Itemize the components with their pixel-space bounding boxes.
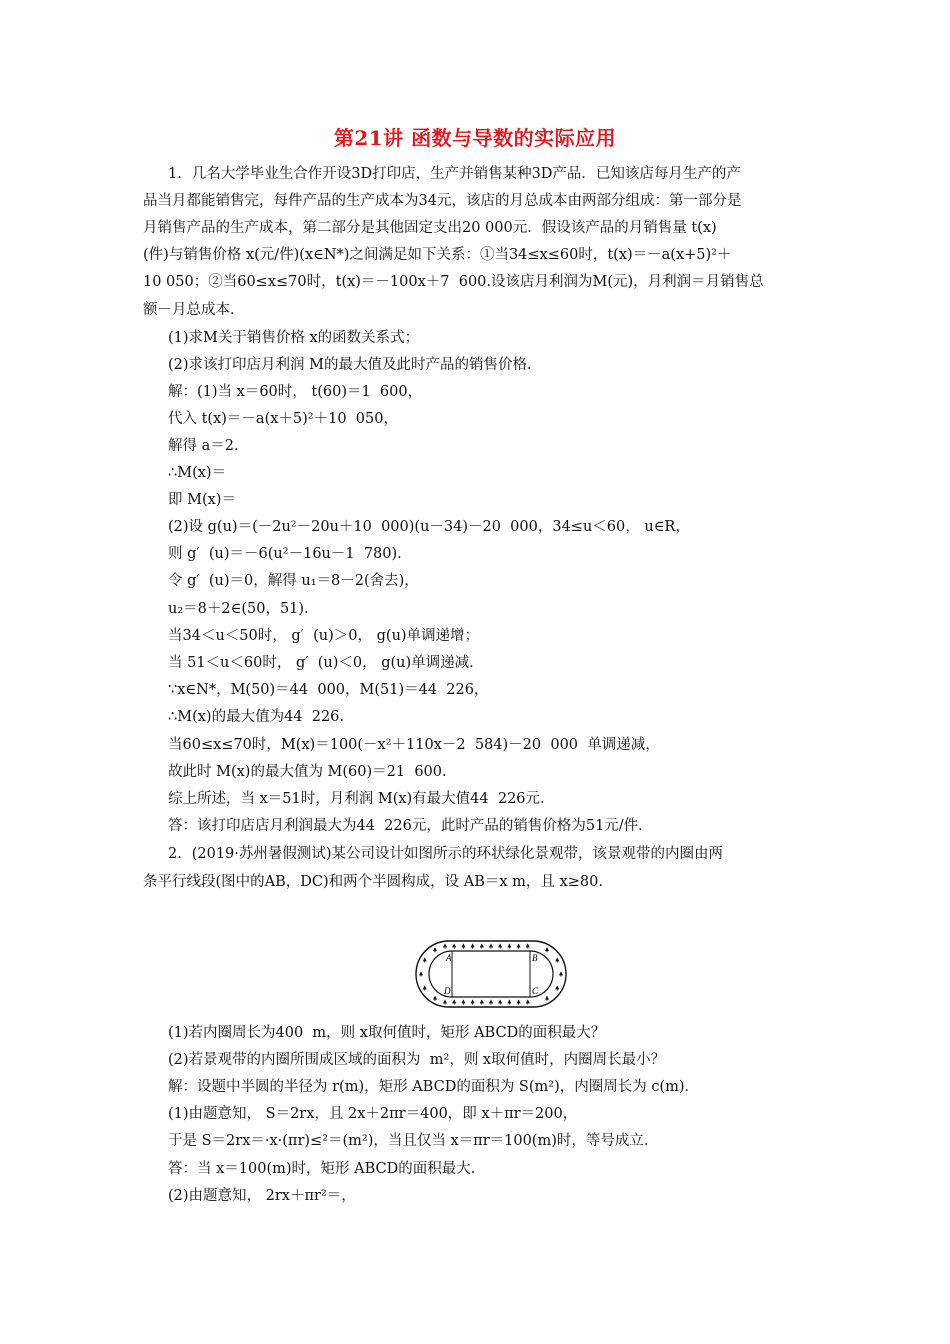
label-a: A — [446, 953, 452, 963]
p2-line-2: 条平行线段(图中的AB，DC)和两个半圆构成，设 AB＝x m，且 x≥80. — [143, 874, 603, 890]
p1-solution-8: 令 g′ (u)＝0，解得 u₁＝8－2(舍去)， — [168, 573, 419, 589]
p1-solution-3: 解得 a＝2. — [168, 438, 239, 454]
p1-solution-1: 解：(1)当 x＝60时， t(60)＝1 600， — [168, 384, 423, 400]
p1-line-1: 1．几名大学毕业生合作开设3D打印店，生产并销售某种3D产品．已知该店每月生产的产 — [168, 166, 741, 182]
p1-line-4: (件)与销售价格 x(元/件)(x∈N*)之间满足如下关系：①当34≤x≤60时，t(x)＝－a(x+5)²＋ — [143, 247, 732, 263]
p1-solution-7: 则 g′ (u)＝－6(u²－16u－1 780)． — [168, 546, 412, 562]
label-b: B — [532, 953, 538, 963]
p1-solution-13: ∴M(x)的最大值为44 226. — [168, 709, 345, 725]
green-belt-figure — [415, 940, 567, 1008]
p1-solution-11: 当 51＜u＜60时， g′ (u)＜0， g(u)单调递减． — [168, 655, 484, 671]
p1-solution-5: 即 M(x)＝ — [168, 492, 236, 508]
p1-line-3: 月销售产品的生产成本，第二部分是其他固定支出20 000元．假设该产品的月销售量 t(x) — [143, 220, 717, 236]
p2-solution-2: (1)由题意知， S＝2rx，且 2x＋2πr＝400，即 x＋πr＝200， — [168, 1106, 578, 1122]
p1-solution-2: 代入 t(x)＝－a(x＋5)²＋10 050， — [168, 411, 398, 427]
p1-solution-9: u₂＝8＋2∈(50，51)． — [168, 601, 319, 617]
p1-solution-4: ∴M(x)＝ — [168, 465, 227, 481]
p1-solution-17: 答：该打印店店月利润最大为44 226元，此时产品的销售价格为51元/件． — [168, 818, 653, 834]
p1-solution-10: 当34＜u＜50时， g′ (u)＞0， g(u)单调递增； — [168, 628, 480, 644]
p2-question-1: (1)若内圈周长为400 m，则 x取何值时，矩形 ABCD的面积最大？ — [168, 1025, 606, 1041]
p1-line-2: 品当月都能销售完，每件产品的生产成本为34元，该店的月总成本由两部分组成：第一部分是 — [143, 193, 742, 209]
p2-solution-3: 于是 S＝2rx＝·x·(πr)≤²＝(m²)，当且仅当 x＝πr＝100(m)时，等号成立． — [168, 1133, 659, 1149]
label-d: D — [444, 986, 451, 996]
p1-solution-16: 综上所述，当 x＝51时，月利润 M(x)有最大值44 226元． — [168, 791, 555, 807]
label-c: C — [532, 986, 539, 996]
page-title: 第21讲 函数与导数的实际应用 — [333, 126, 617, 150]
p1-line-6: 额－月总成本． — [143, 302, 245, 318]
p2-solution-5: (2)由题意知， 2rx＋πr²＝， — [168, 1188, 356, 1204]
p2-solution-1: 解：设题中半圆的半径为 r(m)，矩形 ABCD的面积为 S(m²)，内圈周长为 c(m)． — [168, 1079, 700, 1095]
p1-line-5: 10 050；②当60≤x≤70时，t(x)＝－100x＋7 600.设该店月利润为M(元)，月利润＝月销售总 — [143, 274, 764, 290]
p1-question-2: (2)求该打印店月利润 M的最大值及此时产品的销售价格． — [168, 357, 542, 373]
p1-solution-6: (2)设 g(u)＝(－2u²－20u＋10 000)(u－34)－20 000，34≤u＜60， u∈R， — [168, 519, 690, 535]
p1-solution-12: ∵x∈N*，M(50)＝44 000，M(51)＝44 226， — [168, 682, 489, 698]
p2-solution-4: 答：当 x＝100(m)时，矩形 ABCD的面积最大． — [168, 1161, 486, 1177]
p1-solution-15: 故此时 M(x)的最大值为 M(60)＝21 600. — [168, 764, 447, 780]
p2-line-1: 2．(2019·苏州暑假测试)某公司设计如图所示的环状绿化景观带，该景观带的内圈由两 — [168, 846, 724, 862]
p1-solution-14: 当60≤x≤70时，M(x)＝100(－x²＋110x－2 584)－20 000 单调递减， — [168, 737, 660, 753]
p1-question-1: (1)求M关于销售价格 x的函数关系式； — [168, 330, 420, 346]
p2-question-2: (2)若景观带的内圈所围成区域的面积为 m²，则 x取何值时，内圈周长最小？ — [168, 1052, 666, 1068]
